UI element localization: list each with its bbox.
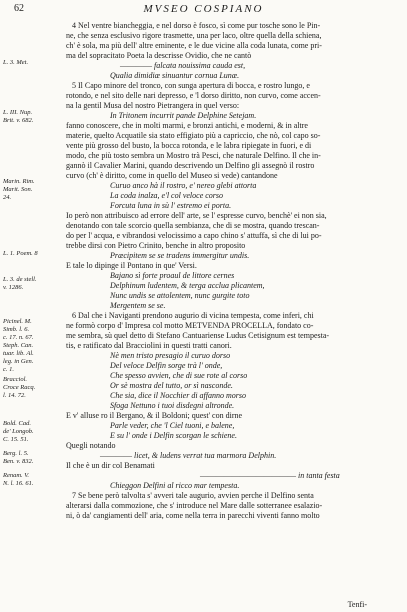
margin-note: tuar. lib. Al. bbox=[3, 350, 34, 357]
running-title: MVSEO COSPIANO bbox=[143, 3, 264, 15]
margin-note: L. 1. Poem. 8 bbox=[3, 250, 38, 257]
verse-line: Delphinum ludentem, & terga acclua plicantem, bbox=[110, 281, 265, 290]
text-line: 7 Se bene però talvolta s' avveri tale augurio, avvien perche il Delfino senta bbox=[72, 491, 314, 500]
verse-line: Qualia dimidiæ sinuantur cornua Lunæ. bbox=[110, 71, 240, 80]
text-line: ne formò corpo d' Impresa col motto METVENDA PROCELLA, fondato co- bbox=[66, 321, 314, 330]
margin-note: Renam. V. bbox=[3, 472, 30, 479]
text-line: Il che è un dir col Benamati bbox=[66, 461, 155, 470]
text-line: vente più grosso del busto, la bocca rotonda, e le labra ripiegate in fuori, e di bbox=[66, 141, 312, 150]
margin-note: l. 14. 72. bbox=[3, 392, 26, 399]
page-header bbox=[0, 3, 407, 17]
margin-note: c. 17. n. 67. bbox=[3, 334, 34, 341]
text-line: ne, che senza esclusivo rigore trasmette, una per laco, oltre quella della schiena, bbox=[66, 31, 322, 40]
verse-line: ―――――――――――― in tanta festa bbox=[200, 471, 340, 480]
text-line: E v' alluse ro il Bergano, & il Boldoni; quest' con dirne bbox=[66, 411, 243, 420]
margin-note: Marit. Son. bbox=[3, 186, 33, 193]
margin-note: Berg. l. 5. bbox=[3, 450, 29, 457]
text-line: trebbe dirsi con Pietro Crinito, benche in altro proposito bbox=[66, 241, 246, 250]
text-line: 5 Il Capo minore del tronco, con sunga apertura di bocca, e rostro lungo, e bbox=[72, 81, 310, 90]
margin-note: Simb. l. 6. bbox=[3, 326, 30, 333]
verse-line: ―――― falcata nouissima cauda est, bbox=[120, 61, 246, 70]
text-line: gannò il Cavalier Marini, quando descrivendo un Delfino gli assegnò il rostro bbox=[66, 161, 315, 170]
text-line: do per l' acqua, e vibrandosi velocissimo a capo chino s' attuffa, sì che di lui po- bbox=[66, 231, 322, 240]
verse-line: Mergentem se se. bbox=[110, 301, 166, 310]
text-line: materie, quelto Acquatile sia stato effigiato più a capriccio, che nò, col capo so- bbox=[66, 131, 321, 140]
verse-line: Parle veder, che 'l Ciel tuoni, e balene, bbox=[110, 421, 235, 430]
margin-note: 24. bbox=[3, 194, 12, 201]
margin-note: Croce Racq. bbox=[3, 384, 36, 391]
verse-line: In Tritonem incurrit pande Delphine Setejam. bbox=[110, 111, 257, 120]
text-line: ma del sopracitato Poeta la descrisse Ovidio, che ne cantò bbox=[66, 51, 252, 60]
margin-note: Picinel. M. bbox=[3, 318, 32, 325]
verse-line: Bajano sì forte proaul de littore cernes bbox=[110, 271, 235, 280]
verse-line: Curuo anco hà il rostro, e' nereo glebi attorta bbox=[110, 181, 257, 190]
text-line: me sembra, sù quel detto di Stefano Cantuariense Ludus Cetisignum est tempesta- bbox=[66, 331, 330, 340]
verse-line: Che spesso avvien, che di sue rote al corso bbox=[110, 371, 248, 380]
margin-note: L. 3. de stell. bbox=[3, 276, 37, 283]
verse-line: Che sia, dice il Nocchier di affanno morso bbox=[110, 391, 246, 400]
verse-line: Forcuta luna in sù l' estremo ei porta. bbox=[110, 201, 232, 210]
text-line: fanno conoscere, che in molti marmi, e bronzi antichi, e moderni, & in altre bbox=[66, 121, 308, 130]
margin-note: de' Longob. bbox=[3, 428, 34, 435]
margin-note: v. 1286. bbox=[3, 284, 24, 291]
text-line: ch' è sola, ma più dell' altre eminente, e le due vicine alla coda lunata, come pri- bbox=[66, 41, 322, 50]
margin-note: Steph. Can. bbox=[3, 342, 34, 349]
text-line: denotando con tale scorcio quella sembianza, che di se mostra, quando trescan- bbox=[66, 221, 320, 230]
text-line: Quegli notando bbox=[66, 441, 116, 450]
margin-note: C. 15. 51. bbox=[3, 436, 29, 443]
text-line: ni, ò da' cangiamenti dell' aria, come nella terra in parecchi viventi fanno molto bbox=[66, 511, 320, 520]
page-number: 62 bbox=[14, 3, 24, 14]
text-line: 6 Dal che i Naviganti prendono augurio di vicina tempesta, come inferi, chi bbox=[72, 311, 314, 320]
margin-note: Bracciol. bbox=[3, 376, 28, 383]
verse-line: Nunc undis se attolentem, nunc gurgite toto bbox=[110, 291, 250, 300]
margin-note: Marin. Rim. bbox=[3, 178, 35, 185]
text-line: rotondo, e nel sito delle nari depresso, e 'l dorso diritto, non curvo, come accen- bbox=[66, 91, 321, 100]
text-line: tis, e ratificato dal Bracciolini in questi tratti canori. bbox=[66, 341, 232, 350]
margin-note: leg. in Gen. bbox=[3, 358, 34, 365]
verse-line: ―――― licet, & ludens verrat tua marmora Delphin. bbox=[100, 451, 277, 460]
verse-line: Sfoga Nettuno i tuoi disdegni altronde. bbox=[110, 401, 235, 410]
catchword: Tenfi- bbox=[347, 600, 367, 609]
verse-line: E su l' onde i Delfin scorgan le schiene. bbox=[110, 431, 237, 440]
verse-line: Nè men tristo presagio il curuo dorso bbox=[110, 351, 231, 360]
verse-line: La coda inalza, e'l col veloce corso bbox=[110, 191, 224, 200]
verse-line: Or sè mostra del tutto, or sì nasconde. bbox=[110, 381, 233, 390]
margin-note: N. l. 16. 61. bbox=[3, 480, 34, 487]
text-line: modo, che più tosto sembra un Mostro trà Pesci, che naturale Delfino. Il che in- bbox=[66, 151, 321, 160]
verse-line: Chieggon Delfini al ricco mar tempesta. bbox=[110, 481, 240, 490]
verse-line: Præcipitem se se tradens immergitur undis. bbox=[110, 251, 250, 260]
margin-note: Ben. v. 832. bbox=[3, 458, 34, 465]
text-line: 4 Nel ventre biancheggia, e nel dorso è fosco, sì come pur tosche sono le Pin- bbox=[72, 21, 321, 30]
text-line: E tale lo dipinge il Pontano in que' Versi. bbox=[66, 261, 197, 270]
margin-note: L. 3. Met. bbox=[3, 59, 29, 66]
margin-note: Bold. Cad. bbox=[3, 420, 31, 427]
text-line: curvo (ch' è diritto, come in quello del Museo si vede) cantandone bbox=[66, 171, 278, 180]
margin-note: c. 1. bbox=[3, 366, 15, 373]
text-line: na la gentil Musa del nostro Pietrangera in quel verso: bbox=[66, 101, 240, 110]
margin-note: Brit. v. 682. bbox=[3, 117, 34, 124]
margin-note: L. III. Nup. bbox=[3, 109, 33, 116]
verse-line: Del veloce Delfin sorge trà l' onde, bbox=[110, 361, 223, 370]
text-line: alterarsi dalla commozione, che s' introduce nel Mare dalle sotterranee esalazio- bbox=[66, 501, 323, 510]
text-line: Io però non attribuisco ad errore dell' arte, se l' espresse curvo, benchè' ei non sia, bbox=[66, 211, 327, 220]
